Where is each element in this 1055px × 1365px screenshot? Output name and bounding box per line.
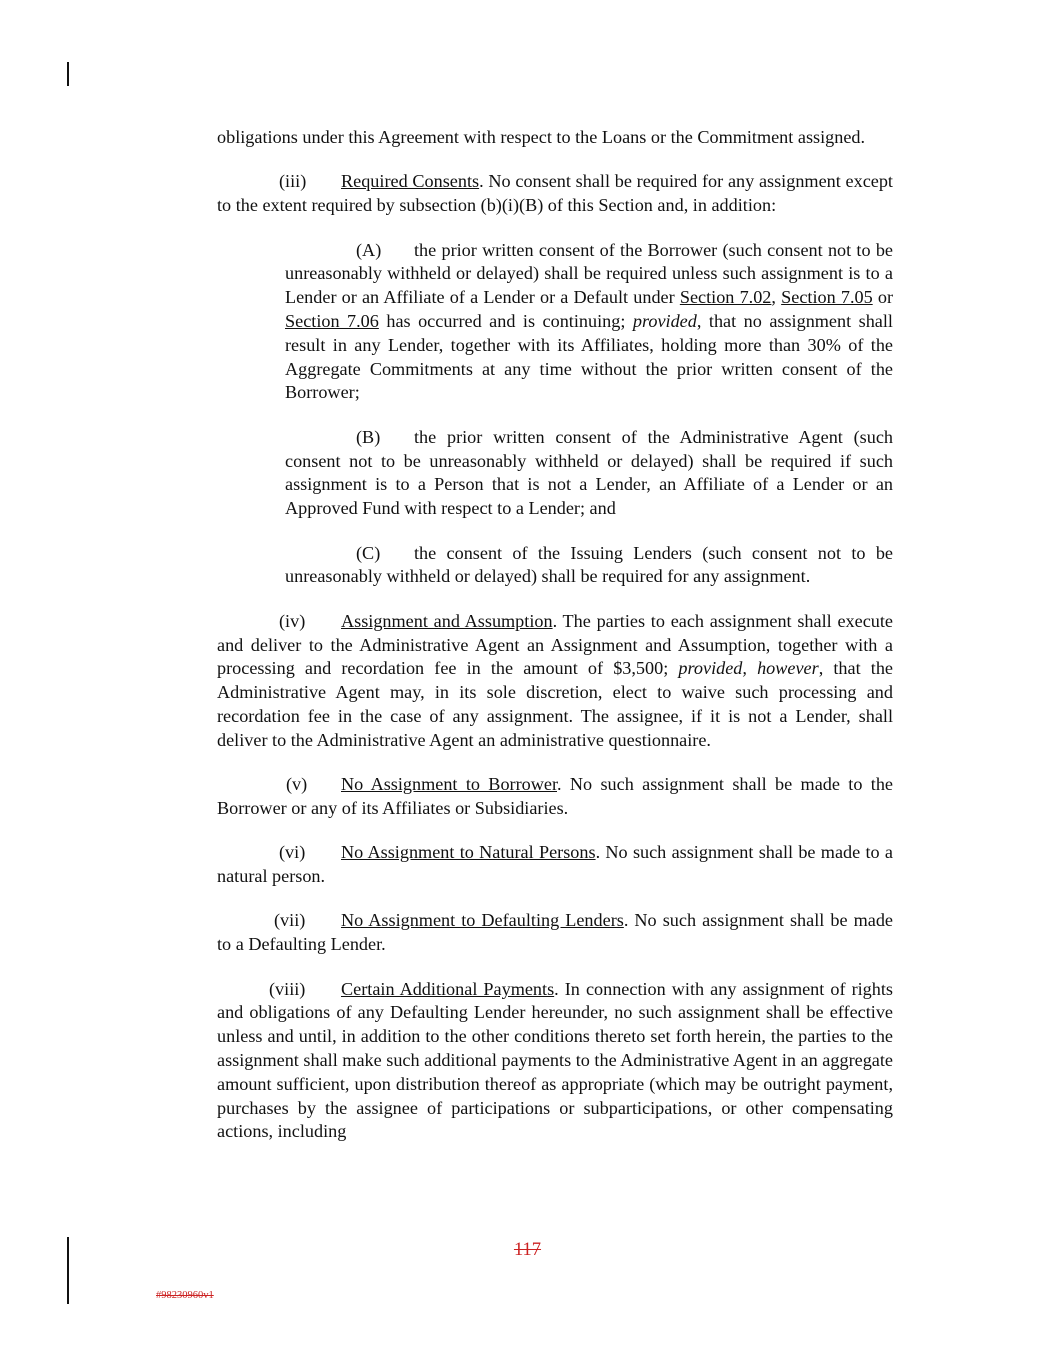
section-ref-7-02: Section 7.02 (679, 287, 772, 308)
paragraph-iv: (iv) Assignment and Assumption. The parties to each assignment shall execute and deliver to the Administrative Agent an Assignment and Assumption, together with a processing and recordation fee in the amount of $3,500; provided, however, that the Administrative Agent may, in its sole discretion, elect to waive such processing and recordation fee in the case of any assignment. The assignee, if it is not a Lender, shall deliver to the Administrative Agent an administrative questionnaire. (217, 610, 893, 750)
document-id: #98230960v1 (156, 1290, 214, 1301)
paragraph-v: (v) No Assignment to Borrower. No such assignment shall be made to the Borrower or any of its Affiliates or Subsidiaries. (217, 774, 893, 818)
paragraph-vi: (vi) No Assignment to Natural Persons. No such assignment shall be made to a natural person. (217, 842, 893, 887)
clause-heading: Certain Additional Payments (341, 978, 555, 999)
clause-label: (v) (286, 774, 308, 795)
paragraph-vii: (vii) No Assignment to Defaulting Lenders. No such assignment shall be made to a Defaulting Lender. (217, 910, 893, 955)
paragraph-continuation: obligations under this Agreement with respect to the Loans or the Commitment assigned. (217, 127, 866, 147)
clause-heading: No Assignment to Natural Persons (341, 842, 596, 863)
clause-label: (B) (356, 426, 381, 447)
clause-heading: Assignment and Assumption (341, 610, 553, 631)
clause-heading: Required Consents (341, 171, 480, 192)
paragraph-C: (C) the consent of the Issuing Lenders (such consent not to be unreasonably withheld or delayed) shall be required for any assignment. (285, 542, 893, 587)
paragraph-iii: (iii) Required Consents. No consent shall be required for any assignment except to the extent required by subsection (b)(i)(B) of this Section and, in addition: (217, 171, 893, 216)
change-bar-top (67, 62, 69, 86)
clause-heading: No Assignment to Borrower (341, 774, 557, 795)
clause-label: (viii) (269, 978, 306, 999)
clause-label: (C) (356, 542, 381, 563)
clause-label: (vii) (274, 910, 306, 931)
document-body (217, 126, 893, 1165)
section-ref-7-06: Section 7.06 (285, 310, 379, 331)
clause-label: (A) (356, 239, 382, 260)
clause-label: (iii) (279, 171, 307, 192)
clause-heading: No Assignment to Defaulting Lenders (341, 910, 624, 931)
section-ref-7-05: Section 7.05 (781, 287, 873, 308)
clause-label: (iv) (279, 610, 306, 631)
clause-label: (vi) (279, 842, 306, 863)
paragraph-A: (A) the prior written consent of the Borrower (such consent not to be unreasonably withheld or delayed) shall be required unless such assignment is to a Lender or an Affiliate of a Lender or a Default under Section 7.02, Section 7.05 or Section 7.06 has occurred and is continuing; provided, that no assignment shall result in any Lender, together with its Affiliates, holding more than 30% of the Aggregate Commitments at any time without the prior written consent of the Borrower; (285, 239, 894, 403)
paragraph-viii: (viii) Certain Additional Payments. In connection with any assignment of rights and obligations of any Defaulting Lender hereunder, no such assignment shall be effective unless and until, in addition to the other conditions thereto set forth herein, the parties to the assignment shall make such additional payments to the Administrative Agent in an aggregate amount sufficient, upon distribution thereof as appropriate (which may be outright payment, purchases by the assignee of participations or subparticipations, or other compensating actions, including (217, 978, 893, 1142)
paragraph-B: (B) the prior written consent of the Administrative Agent (such consent not to be unreasonably withheld or delayed) shall be required if such assignment is to a Person that is not a Lender, an Affiliate of a Lender or an Approved Fund with respect to a Lender; and (285, 426, 893, 519)
page-number: 117 (513, 1240, 542, 1260)
